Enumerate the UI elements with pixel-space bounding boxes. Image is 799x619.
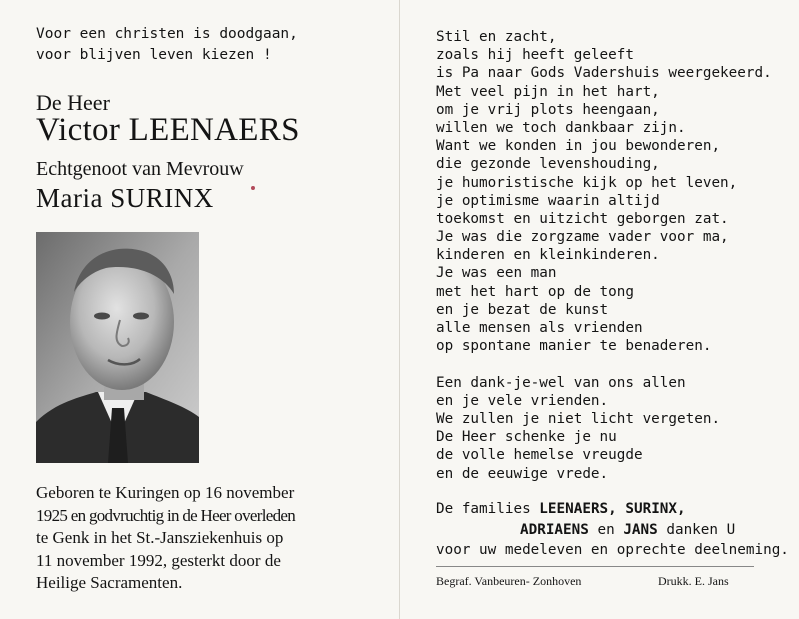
bio-line: te Genk in het St.-Jansziekenhuis op	[36, 528, 284, 547]
poem-line: Je was een man	[436, 265, 557, 282]
family-name: JANS	[623, 521, 658, 538]
family-name: LEENAERS,	[539, 501, 617, 517]
poem-line: die gezonde levenshouding,	[436, 156, 660, 173]
thanks-and: en	[597, 521, 615, 538]
thanks-line-3: voor uw medeleven en oprechte deelneming.	[436, 542, 789, 558]
thanks-line-1	[436, 499, 789, 520]
thanks-line-2	[436, 520, 789, 541]
printer-credit: Drukk. E. Jans	[658, 574, 729, 588]
right-panel	[400, 0, 799, 619]
thanks-prefix: De families	[436, 501, 531, 517]
bio-line: Geboren te Kuringen op 16 november	[36, 483, 295, 502]
portrait-photo	[36, 232, 199, 463]
bio-line: 11 november 1992, gesterkt door de	[36, 550, 281, 570]
poem	[436, 28, 772, 483]
intro-line-2: voor blijven leven kiezen !	[36, 47, 272, 63]
poem-line: toekomst en uitzicht geborgen zat.	[436, 210, 729, 227]
left-panel	[0, 0, 399, 619]
thanks-suffix: danken U	[666, 521, 736, 538]
intro-text	[36, 24, 298, 66]
poem-line: Want we konden in jou bewonderen,	[436, 138, 721, 155]
bio-line: Heilige Sacramenten.	[36, 573, 183, 592]
poem-line: willen we toch dankbaar zijn.	[436, 119, 686, 136]
poem-line: en de eeuwige vrede.	[436, 465, 609, 482]
poem-line: de volle hemelse vreugde	[436, 447, 643, 464]
poem-line: De Heer schenke je nu	[436, 429, 617, 446]
poem-line: alle mensen als vrienden	[436, 320, 643, 336]
poem-line: We zullen je niet licht vergeten.	[436, 410, 721, 427]
poem-line: met het hart op de tong	[436, 283, 634, 300]
funeral-director: Begraf. Vanbeuren- Zonhoven	[436, 574, 582, 588]
poem-line: op spontane manier te benaderen.	[436, 338, 712, 355]
poem-line: om je vrij plots heengaan,	[436, 101, 660, 118]
poem-line: kinderen en kleinkinderen.	[436, 247, 660, 264]
stanza-gap	[436, 355, 772, 373]
poem-line: is Pa naar Gods Vadershuis weergekeerd.	[436, 65, 772, 82]
footer-divider	[436, 566, 754, 567]
spouse-name: Maria SURINX	[36, 183, 214, 213]
family-name: SURINX,	[625, 501, 686, 517]
poem-line: en je vele vrienden.	[436, 392, 609, 409]
poem-line: je humoristische kijk op het leven,	[436, 174, 738, 191]
title-text: De Heer	[36, 90, 110, 115]
ink-speck	[251, 186, 255, 190]
family-name: ADRIAENS	[520, 521, 589, 538]
poem-line: zoals hij heeft geleeft	[436, 47, 634, 64]
thanks-text	[436, 499, 789, 561]
poem-line: en je bezat de kunst	[436, 301, 609, 318]
poem-line: Stil en zacht,	[436, 29, 557, 45]
intro-line-1: Voor een christen is doodgaan,	[36, 26, 298, 42]
spouse-label: Echtgenoot van Mevrouw	[36, 158, 244, 180]
deceased-name: Victor LEENAERS	[36, 112, 300, 148]
poem-line: Met veel pijn in het hart,	[436, 83, 660, 100]
bio-line: 1925 en godvruchtig in de Heer overleden	[36, 505, 296, 525]
biography-text	[36, 482, 341, 595]
poem-line: Je was die zorgzame vader voor ma,	[436, 229, 729, 246]
poem-line: Een dank-je-wel van ons allen	[436, 374, 686, 391]
poem-line: je optimisme waarin altijd	[436, 192, 660, 209]
